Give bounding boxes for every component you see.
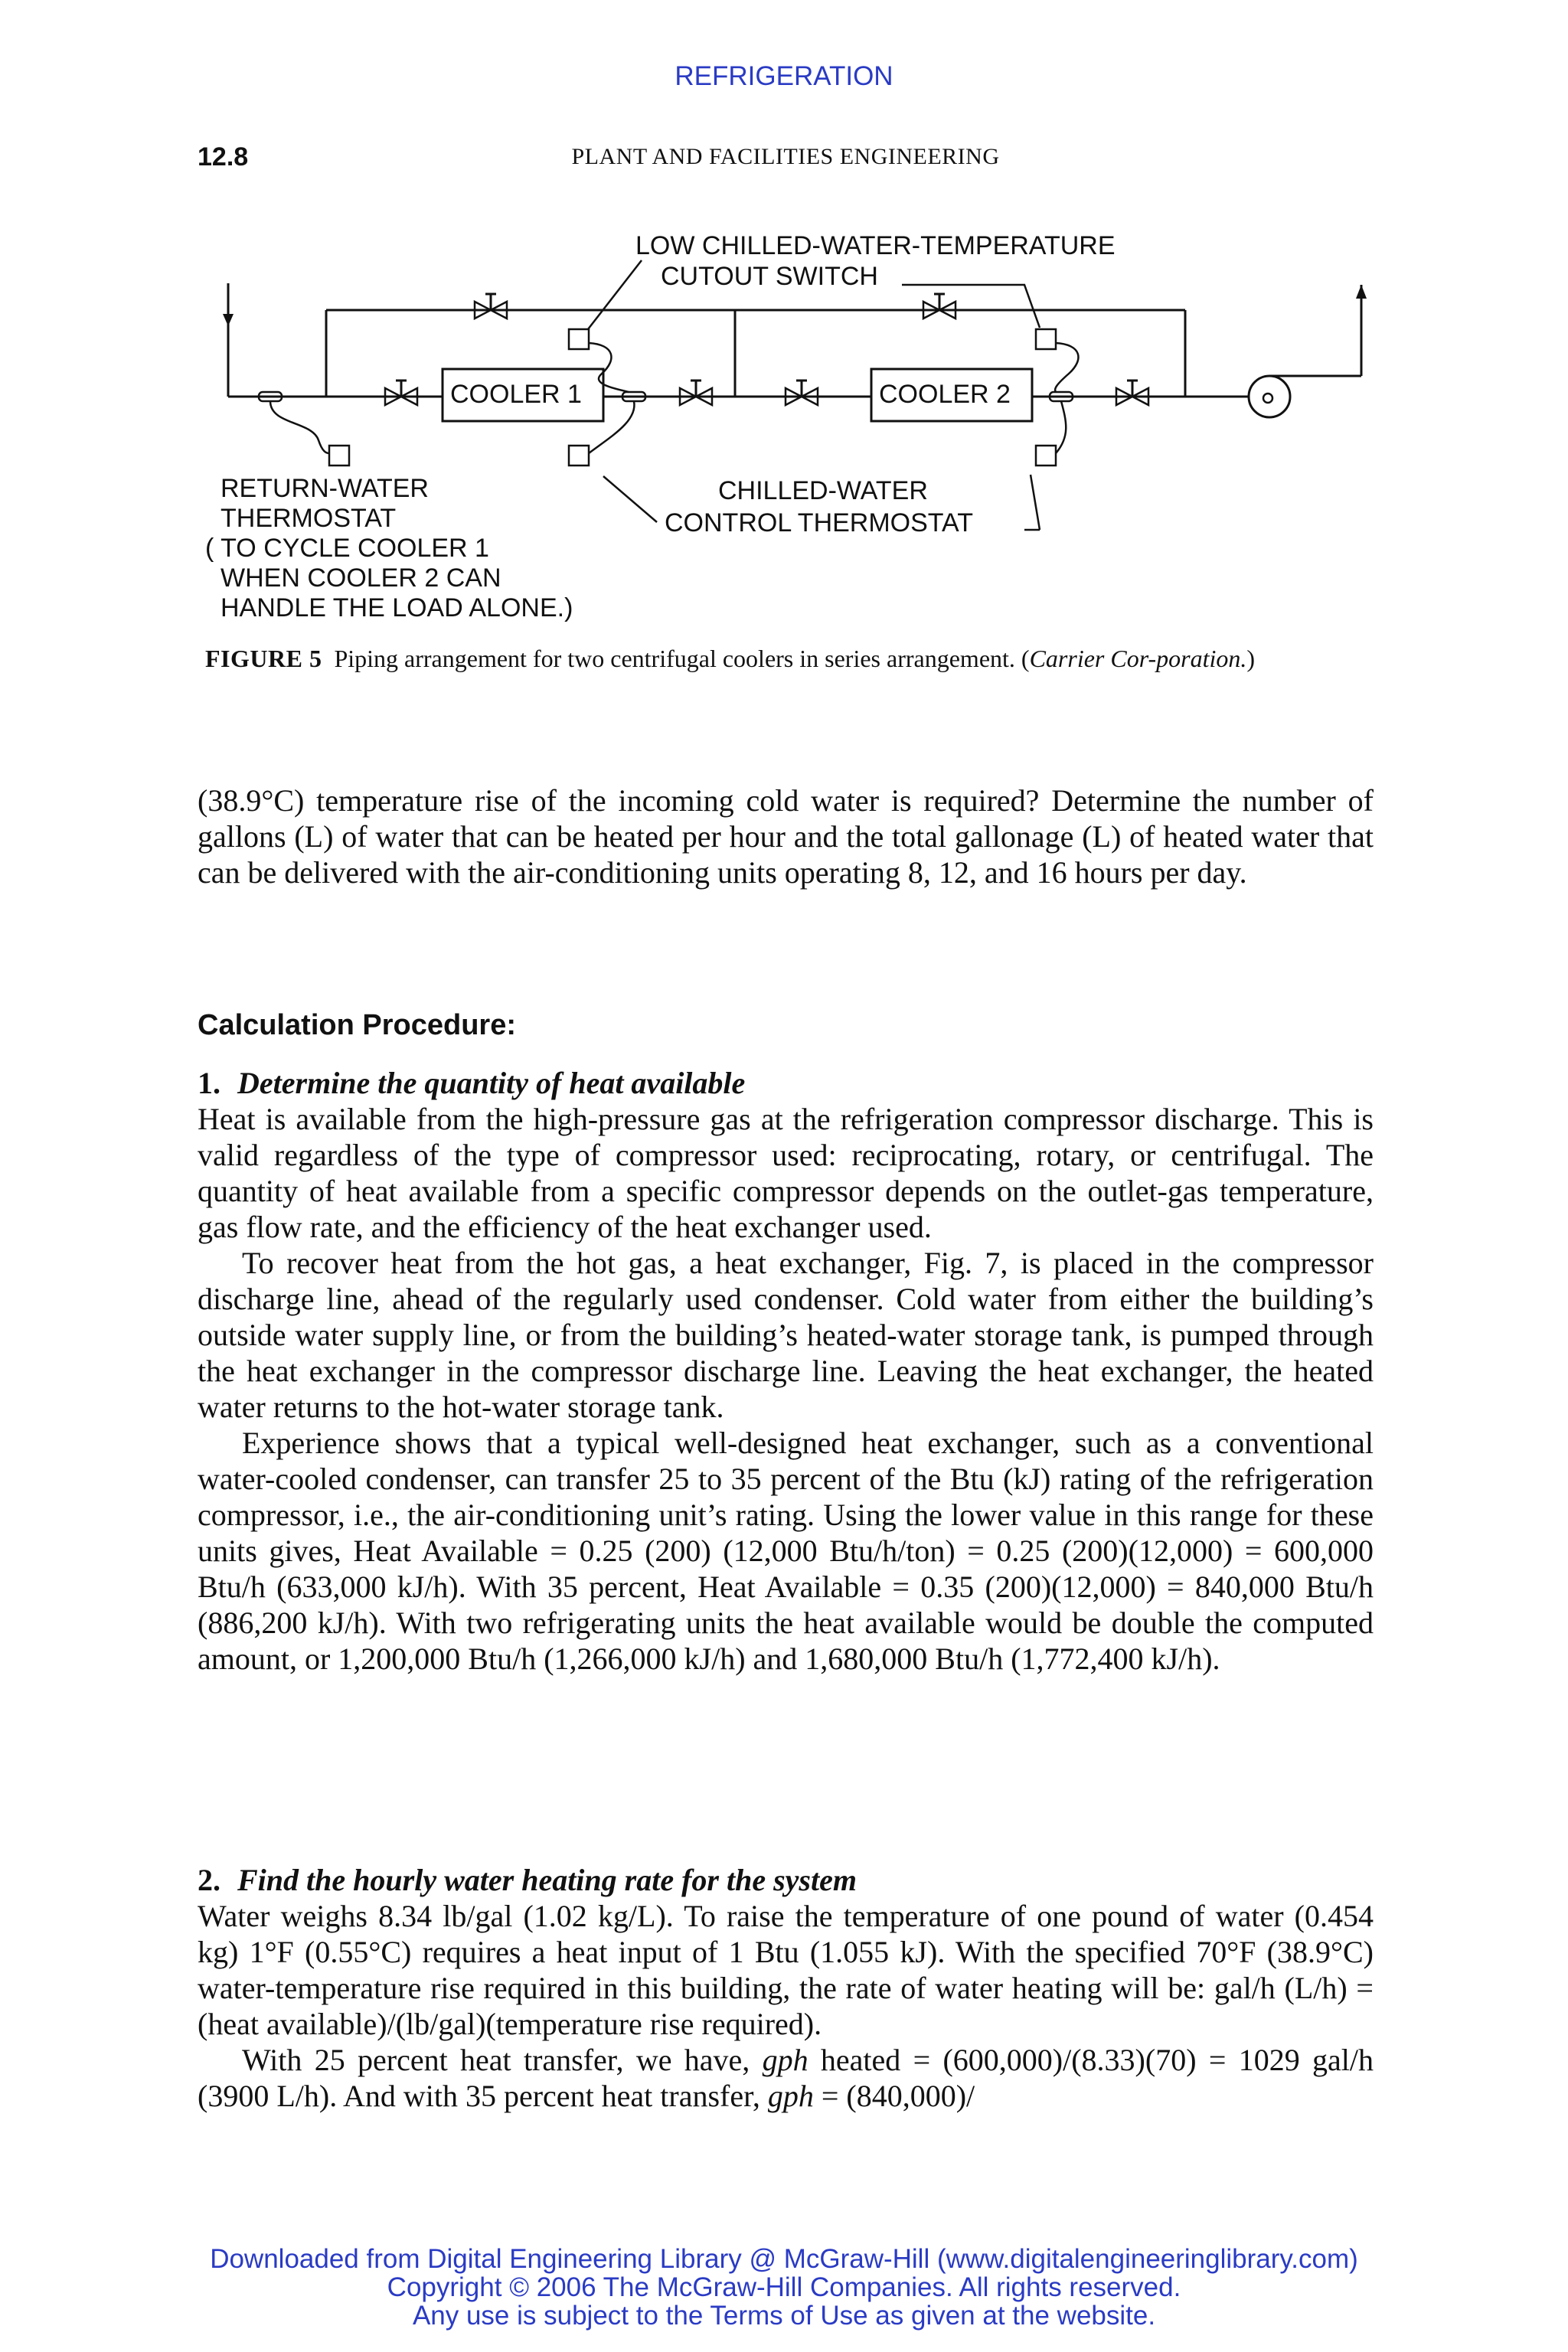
return-thermostat-label-2: THERMOSTAT [220, 504, 397, 533]
step-2-title: Find the hourly water heating rate for the system [237, 1863, 857, 1897]
step-2-text-b: heated = (600,000)/(8.33)(70) = 1029 gal/h (3900 L/h). And with 35 percent heat transfer, [198, 2043, 1374, 2113]
cutout-switch-label-line1: LOW CHILLED-WATER-TEMPERATURE [635, 231, 1116, 260]
caption-closing: ) [1246, 645, 1256, 672]
footer-copyright: Copyright © 2006 The McGraw-Hill Companies. All rights reserved. [387, 2272, 1181, 2302]
step-2-paragraph-1: Water weighs 8.34 lb/gal (1.02 kg/L). To raise the temperature of one pound of water (0.454 kg) 1°F (0.55°C) requires a heat input of 1 Btu (1.055 kJ). With the specified 70°F (38.9°C) water-temperature rise required in this building, the rate of water heating will be: gal/h (L/h) = (heat available)/(lb/gal)(temperature rise required). [198, 1899, 1374, 2041]
footer-terms[interactable]: Any use is subject to the Terms of Use as given at the website. [412, 2301, 1156, 2331]
step-2-heading [198, 1862, 1374, 1898]
page-header [198, 142, 1374, 181]
control-thermostat-label-2: CONTROL THERMOSTAT [665, 508, 973, 537]
intro-paragraph: (38.9°C) temperature rise of the incoming cold water is required? Determine the number of gallons (L) of water that can be heated per hour and the total gallonage (L) of heated water that can be delivered with the air-conditioning units operating 8, 12, and 16 hours per day. [198, 783, 1374, 890]
footer-download-link[interactable]: Downloaded from Digital Engineering Library @ McGraw-Hill (www.digitalengineeringlibrary.com) [210, 2244, 1358, 2274]
gph-term-2: gph [767, 2079, 814, 2113]
step-2 [198, 1862, 1374, 2114]
intro-paragraph-block [198, 782, 1374, 890]
figure-caption [205, 642, 1369, 675]
gph-term: gph [762, 2043, 808, 2077]
return-thermostat-label-5: HANDLE THE LOAD ALONE.) [220, 593, 573, 622]
step-1-paragraph-3: Experience shows that a typical well-designed heat exchanger, such as a conventional water-cooled condenser, can transfer 25 to 35 percent of the Btu (kJ) rating of the refrigeration compressor, i.e., the air-conditioning unit’s rating. Using the lower value in this range for these units gives, Heat Available = 0.25 (200) (12,000 Btu/h/ton) = 0.25 (200)(12,000) = 600,000 Btu/h (633,000 kJ/h). With 35 percent, Heat Available = 0.35 (200)(12,000) = 840,000 Btu/h (886,200 kJ/h). With two refrigerating units the heat available would be double the computed amount, or 1,200,000 Btu/h (1,266,000 kJ/h) and 1,680,000 Btu/h (1,772,400 kJ/h). [198, 1426, 1374, 1676]
step-1 [198, 1065, 1374, 1677]
chapter-link[interactable]: REFRIGERATION [675, 61, 893, 91]
step-1-paragraph-2: To recover heat from the hot gas, a heat exchanger, Fig. 7, is placed in the compressor discharge line, ahead of the regularly used condenser. Cold water from either the building’s outside water supply line, or from the building’s heated-water storage tank, is pumped through the heat exchanger in the compressor discharge line. Leaving the heat exchanger, the heated water returns to the hot-water storage tank. [198, 1246, 1374, 1424]
step-1-title: Determine the quantity of heat available [237, 1066, 746, 1100]
cooler-2-label: COOLER 2 [879, 380, 1011, 409]
return-thermostat-label-1: RETURN-WATER [220, 474, 429, 503]
step-1-paragraph-1: Heat is available from the high-pressure gas at the refrigeration compressor discharge. This is valid regardless of the type of compressor used: reciprocating, rotary, or centrifugal. The quantity of heat available from a specific compressor depends on the outlet-gas temperature, gas flow rate, and the efficiency of the heat exchanger used. [198, 1102, 1374, 1244]
step-2-number: 2. [198, 1863, 220, 1897]
step-2-text-a: With 25 percent heat transfer, we have, [242, 2043, 763, 2077]
page-number: 12.8 [198, 142, 249, 172]
step-1-number: 1. [198, 1066, 220, 1100]
figure-number: FIGURE 5 [205, 645, 322, 672]
step-2-paragraph-2 [198, 2042, 1374, 2114]
cooler-1-label: COOLER 1 [450, 380, 582, 409]
download-footer [0, 2245, 1568, 2330]
caption-source: Carrier Cor-poration. [1029, 645, 1247, 672]
caption-text: Piping arrangement for two centrifugal coolers in series arrangement. ( [334, 645, 1030, 672]
running-head: PLANT AND FACILITIES ENGINEERING [571, 144, 1000, 169]
step-2-text-c: = (840,000)/ [813, 2079, 975, 2113]
return-thermostat-label-3: ( TO CYCLE COOLER 1 [205, 534, 489, 563]
calculation-heading: Calculation Procedure: [198, 1009, 516, 1041]
control-thermostat-label-1: CHILLED-WATER [718, 476, 928, 505]
return-thermostat-label-4: WHEN COOLER 2 CAN [220, 564, 501, 593]
piping-diagram [198, 231, 1377, 651]
cutout-switch-label-line2: CUTOUT SWITCH [661, 262, 878, 291]
step-1-heading [198, 1065, 1374, 1101]
